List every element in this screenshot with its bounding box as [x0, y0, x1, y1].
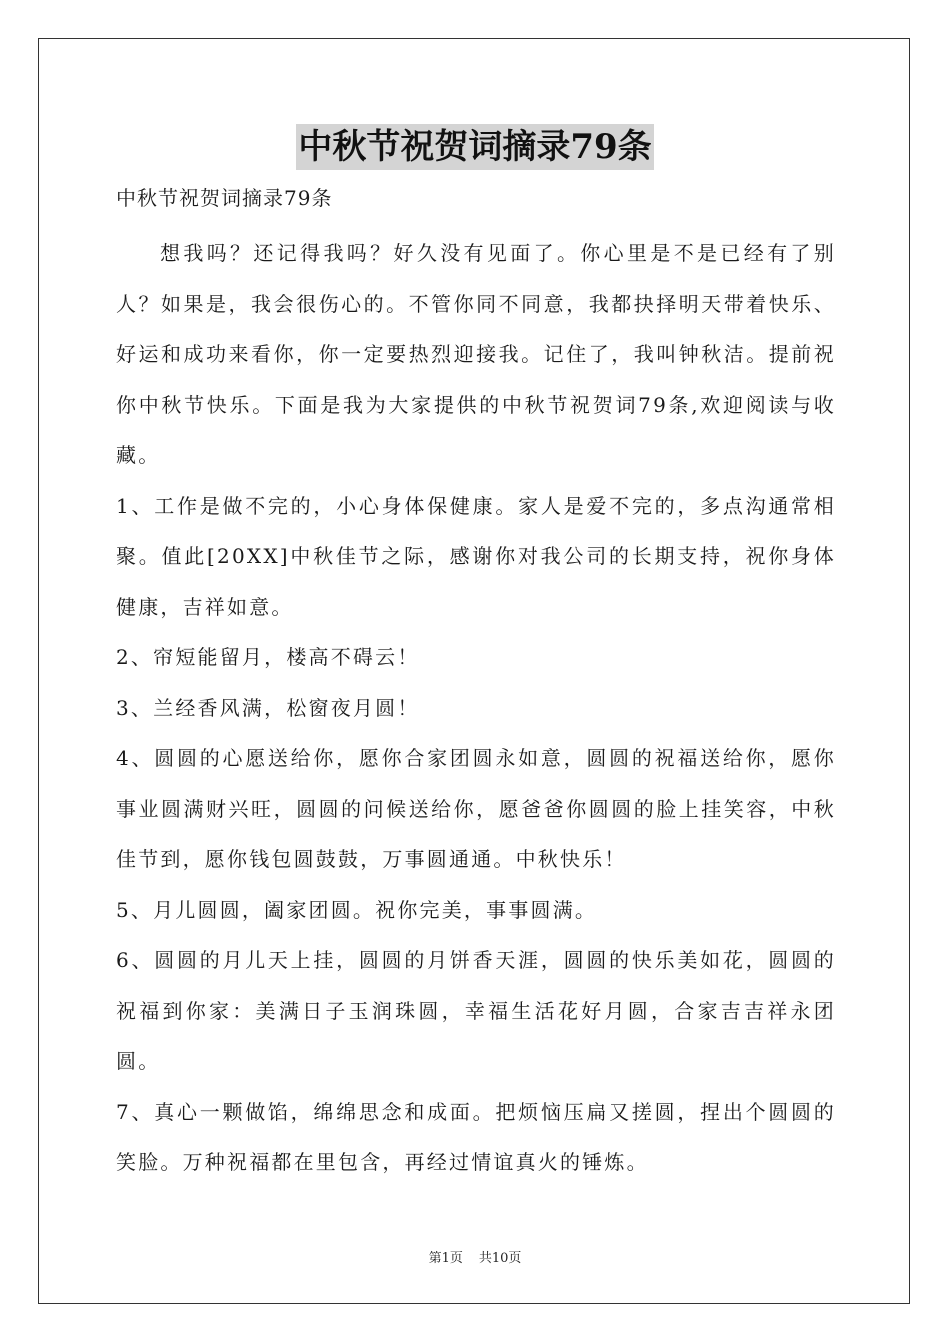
document-title: 中秋节祝贺词摘录79条 [296, 124, 653, 170]
page-footer [0, 1247, 950, 1266]
list-item: 4、圆圆的心愿送给你，愿你合家团圆永如意，圆圆的祝福送给你，愿你事业圆满财兴旺，圆圆的问候送给你，愿爸爸你圆圆的脸上挂笑容，中秋佳节到，愿你钱包圆鼓鼓，万事圆通通。中秋快乐！ [116, 746, 836, 871]
document-subtitle: 中秋节祝贺词摘录79条 [116, 186, 333, 210]
page-total: 共10页 [478, 1251, 522, 1266]
list-item: 5、月儿圆圆，阖家团圆。祝你完美，事事圆满。 [116, 897, 598, 922]
page-number: 第1页 [428, 1251, 463, 1266]
intro-paragraph: 想我吗？还记得我吗？好久没有见面了。你心里是不是已经有了别人？如果是，我会很伤心的。不管你同不同意，我都抉择明天带着快乐、好运和成功来看你，你一定要热烈迎接我。记住了，我叫钟秋洁。提前祝你中秋节快乐。下面是我为大家提供的中秋节祝贺词79条,欢迎阅读与收藏。 [116, 241, 836, 467]
list-item: 1、工作是做不完的，小心身体保健康。家人是爱不完的，多点沟通常相聚。值此[20XX]中秋佳节之际，感谢你对我公司的长期支持，祝你身体健康，吉祥如意。 [116, 493, 836, 619]
list-item: 3、兰经香风满，松窗夜月圆！ [116, 695, 420, 720]
list-item: 2、帘短能留月，楼高不碍云！ [116, 645, 420, 669]
title-block [0, 124, 950, 170]
list-item: 7、真心一颗做馅，绵绵思念和成面。把烦恼压扁又搓圆，捏出个圆圆的笑脸。万种祝福都在里包含，再经过情谊真火的锤炼。 [116, 1099, 836, 1174]
document-body [116, 178, 836, 1188]
list-item: 6、圆圆的月儿天上挂，圆圆的月饼香天涯，圆圆的快乐美如花，圆圆的祝福到你家：美满日子玉润珠圆，幸福生活花好月圆，合家吉吉祥永团圆。 [116, 948, 836, 1073]
